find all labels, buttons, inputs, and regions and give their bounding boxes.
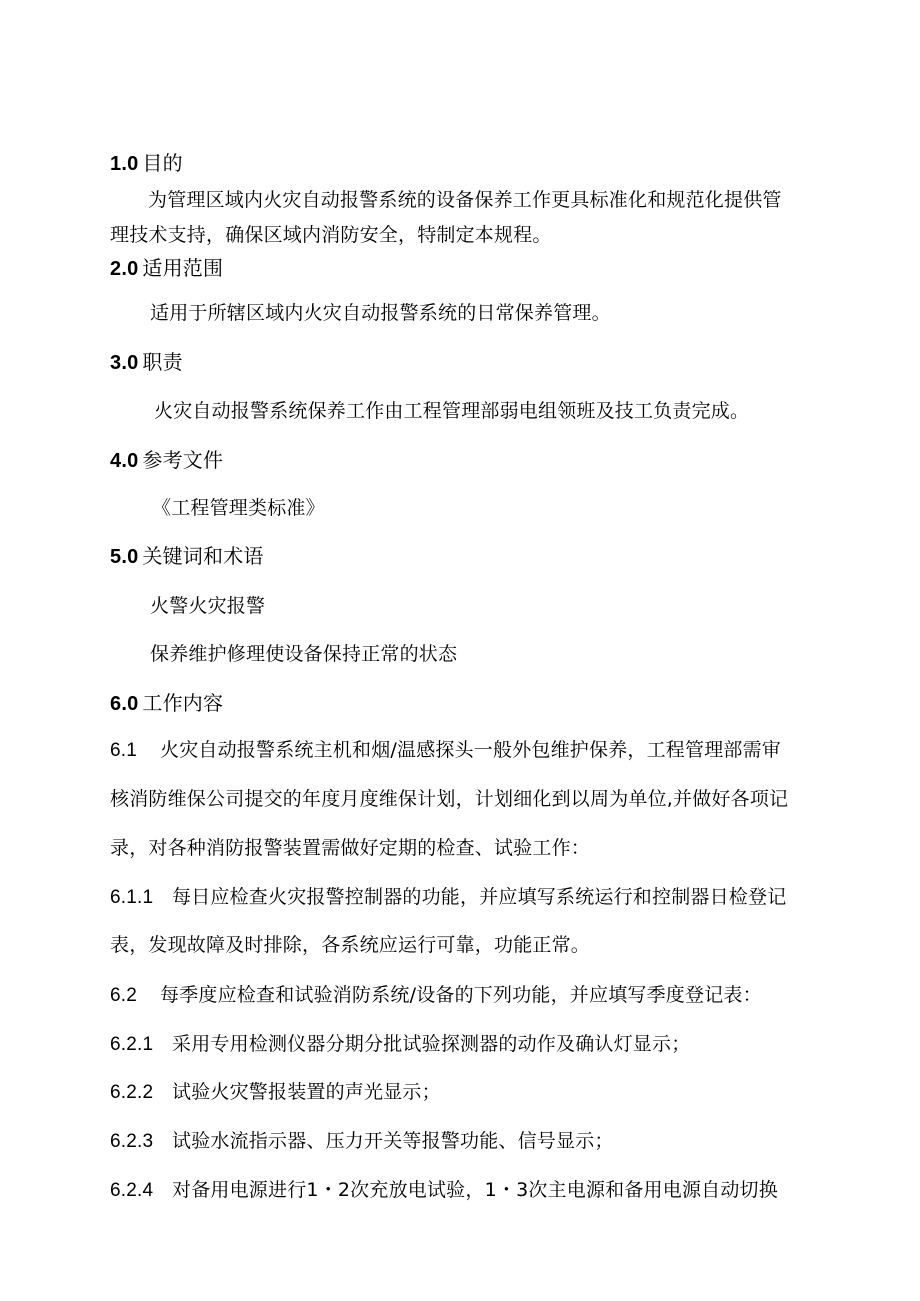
clause-number: 6.2 <box>110 985 138 1006</box>
term-line: 保养维护修理使设备保持正常的状态 <box>150 643 458 665</box>
heading-5 <box>110 543 264 570</box>
heading-title: 职责 <box>142 350 183 374</box>
paragraph-line: 理技术支持，确保区域内消防安全，特制定本规程。 <box>110 224 552 246</box>
clause-text: 对备用电源进行1・2次充放电试验，1・3次主电源和备用电源自动切换 <box>172 1179 778 1201</box>
clause-text: 每日应检查火灾报警控制器的功能，并应填写系统运行和控制器日检登记 <box>172 886 787 908</box>
heading-number: 4.0 <box>110 450 139 472</box>
heading-number: 6.0 <box>110 693 139 715</box>
clause-6-2 <box>110 982 762 1009</box>
paragraph-line: 核消防维保公司提交的年度月度维保计划，计划细化到以周为单位,并做好各项记 <box>110 788 789 810</box>
clause-text: 采用专用检测仪器分期分批试验探测器的动作及确认灯显示； <box>172 1033 691 1055</box>
clause-text: 火灾自动报警系统主机和烟/温感探头一般外包维护保养，工程管理部需审 <box>160 739 782 761</box>
clause-number: 6.2.3 <box>110 1131 154 1152</box>
heading-number: 3.0 <box>110 352 139 374</box>
paragraph-line: 为管理区域内火灾自动报警系统的设备保养工作更具标准化和规范化提供管 <box>148 189 782 211</box>
heading-number: 2.0 <box>110 258 139 280</box>
clause-number: 6.2.1 <box>110 1034 154 1055</box>
heading-2 <box>110 255 223 282</box>
heading-number: 1.0 <box>110 153 139 175</box>
heading-6 <box>110 690 223 717</box>
heading-3 <box>110 349 183 376</box>
term-line: 火警火灾报警 <box>150 595 266 617</box>
clause-6-2-2 <box>110 1079 441 1106</box>
paragraph-line: 《工程管理类标准》 <box>152 497 325 519</box>
clause-text: 试验水流指示器、压力开关等报警功能、信号显示； <box>172 1130 614 1152</box>
clause-number: 6.1.1 <box>110 887 154 908</box>
clause-6-1 <box>110 737 781 764</box>
clause-6-2-3 <box>110 1128 614 1155</box>
heading-number: 5.0 <box>110 546 139 568</box>
clause-6-2-1 <box>110 1031 690 1058</box>
heading-1 <box>110 150 183 177</box>
clause-text: 每季度应检查和试验消防系统/设备的下列功能，并应填写季度登记表： <box>160 984 762 1006</box>
paragraph-line: 录，对各种消防报警装置需做好定期的检查、试验工作： <box>110 837 591 859</box>
clause-number: 6.2.4 <box>110 1180 154 1201</box>
clause-6-1-1 <box>110 884 786 911</box>
clause-number: 6.1 <box>110 740 138 761</box>
heading-title: 目的 <box>142 151 183 175</box>
heading-title: 适用范围 <box>142 256 224 280</box>
clause-6-2-4 <box>110 1177 778 1204</box>
heading-title: 参考文件 <box>142 448 224 472</box>
paragraph-line: 表，发现故障及时排除，各系统应运行可靠，功能正常。 <box>110 934 591 956</box>
clause-text: 试验火灾警报装置的声光显示； <box>172 1081 441 1103</box>
clause-number: 6.2.2 <box>110 1082 154 1103</box>
heading-title: 关键词和术语 <box>142 544 264 568</box>
paragraph-line: 适用于所辖区域内火灾自动报警系统的日常保养管理。 <box>150 302 611 324</box>
paragraph-line: 火灾自动报警系统保养工作由工程管理部弱电组领班及技工负责完成。 <box>154 400 750 422</box>
heading-title: 工作内容 <box>142 691 224 715</box>
heading-4 <box>110 447 223 474</box>
